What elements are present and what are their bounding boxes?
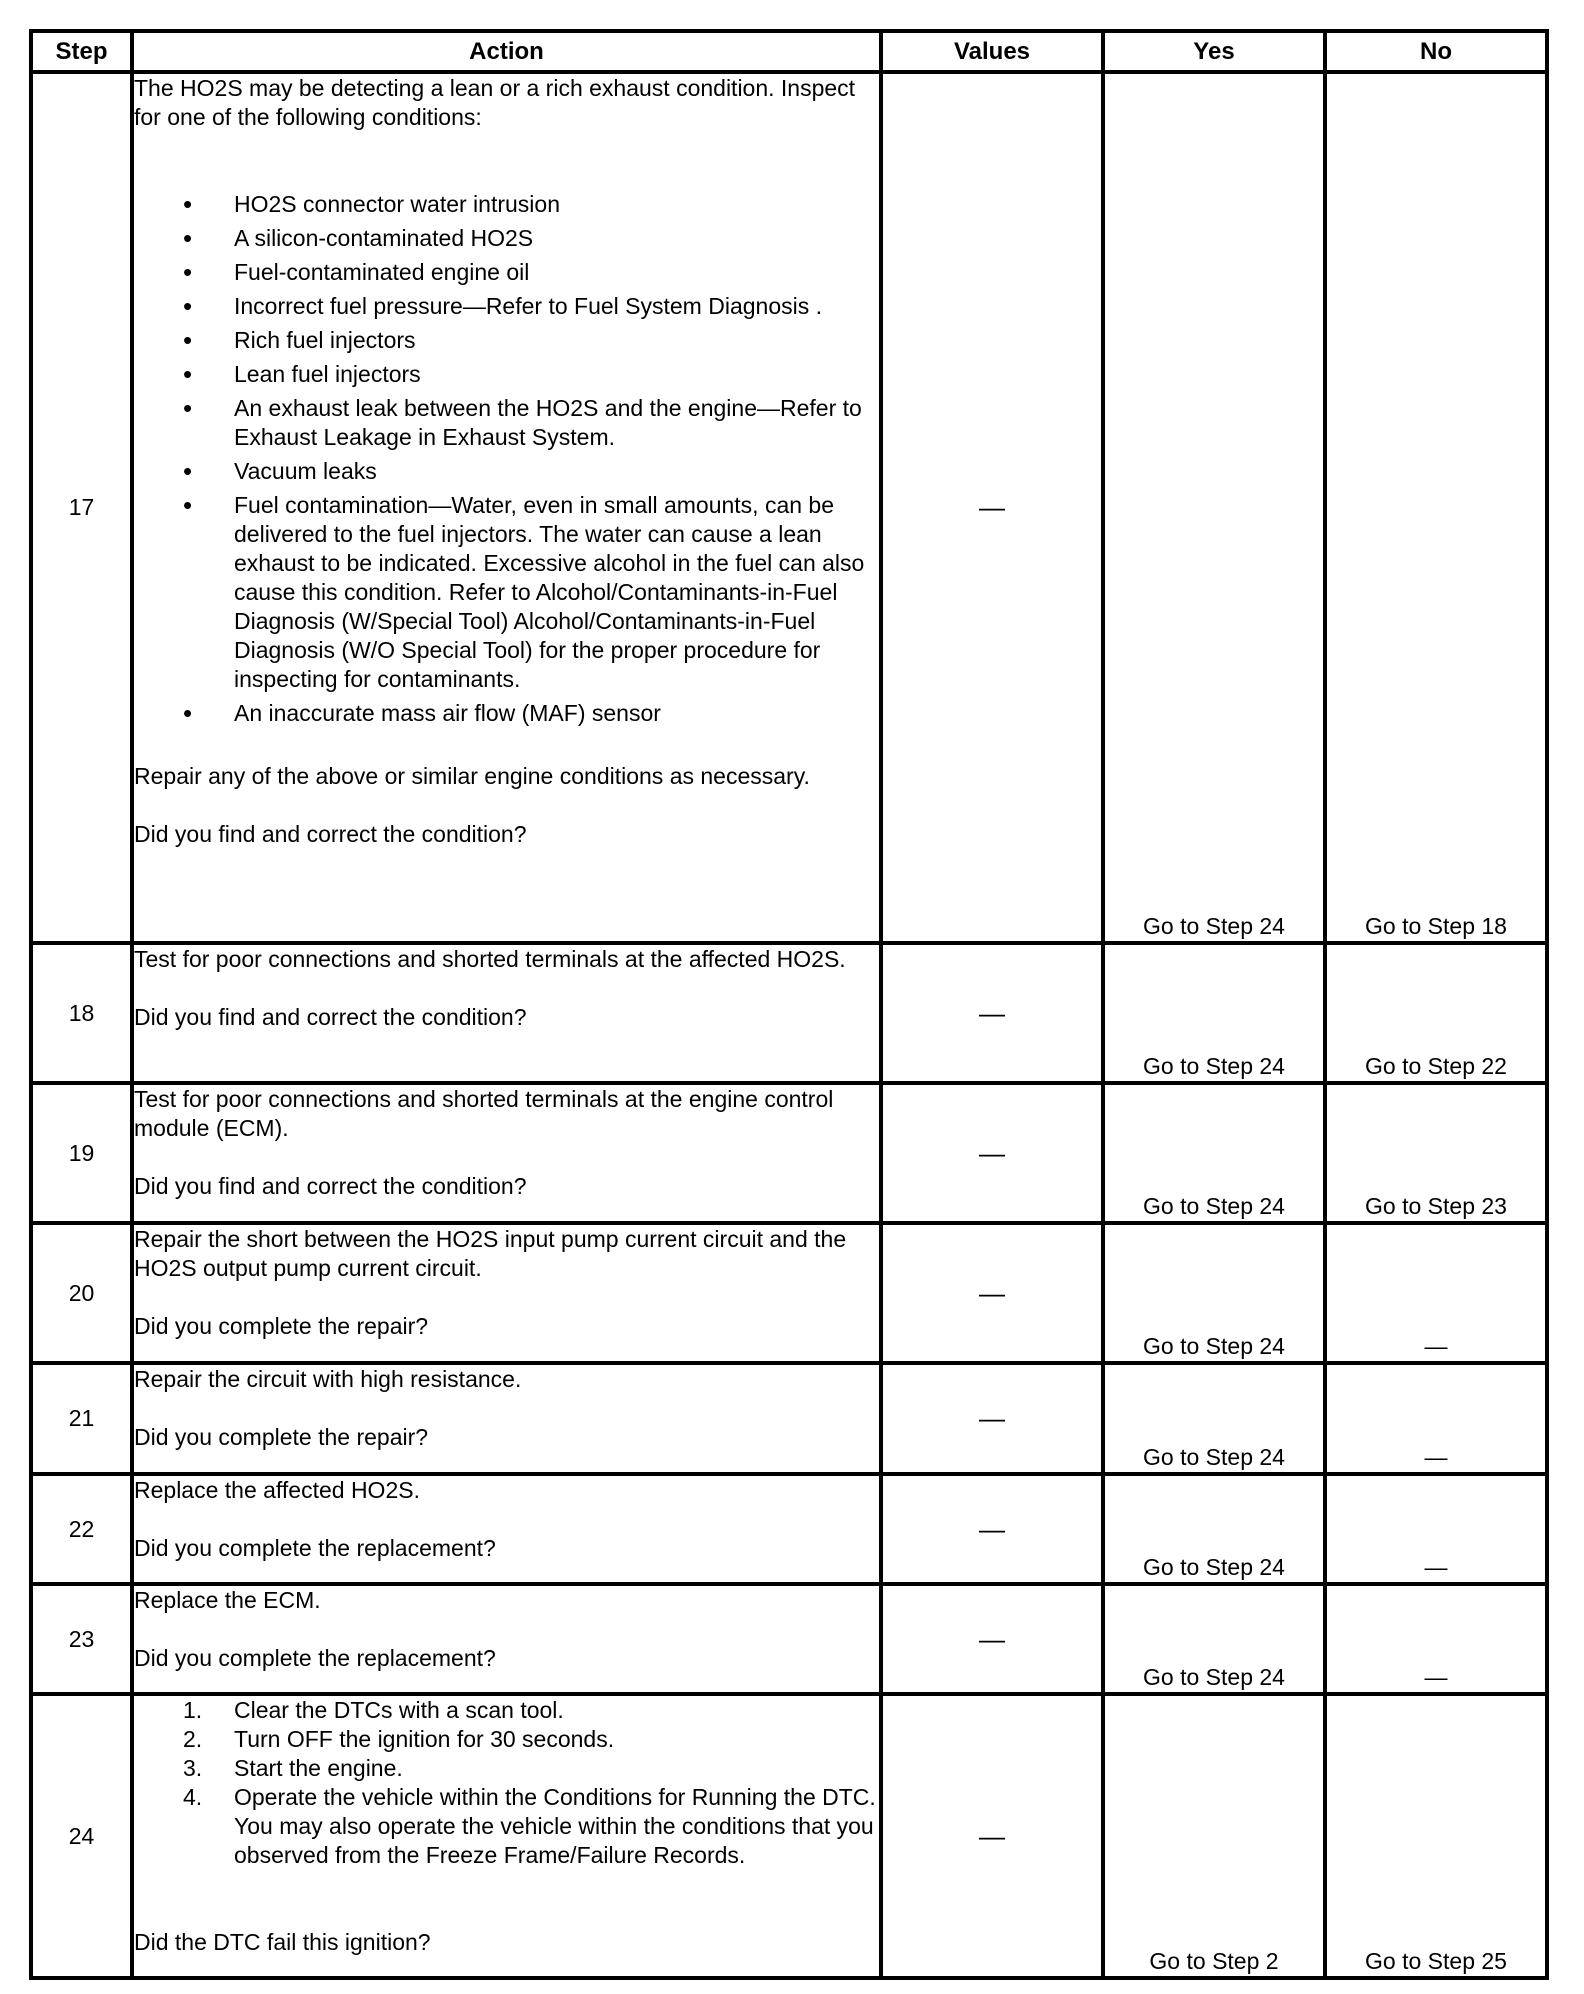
- list-text: Clear the DTCs with a scan tool.: [234, 1697, 564, 1723]
- list-item: • An inaccurate mass air flow (MAF) sensor: [134, 699, 879, 728]
- action-question: Did you complete the repair?: [134, 1313, 429, 1339]
- no-value: —: [1325, 1474, 1547, 1584]
- values-cell: —: [881, 1223, 1103, 1363]
- list-number: 2.: [183, 1726, 203, 1752]
- table-row: [31, 1694, 1547, 1978]
- table-header: [31, 31, 1547, 72]
- step-number: 22: [31, 1474, 132, 1584]
- list-item: [134, 1754, 879, 1783]
- action-cell: [132, 1363, 881, 1474]
- action-text: Replace the affected HO2S.: [134, 1477, 420, 1503]
- list-item: • An exhaust leak between the HO2S and the engine—Refer to Exhaust Leakage in Exhaust System.: [134, 394, 879, 452]
- action-cell: [132, 72, 881, 943]
- no-value: —: [1325, 1584, 1547, 1694]
- no-value: —: [1325, 1363, 1547, 1474]
- action-question: Did you complete the repair?: [134, 1424, 429, 1450]
- no-link[interactable]: Go to Step 25: [1325, 1694, 1547, 1978]
- list-item: • HO2S connector water intrusion: [134, 190, 879, 219]
- action-question: Did you find and correct the condition?: [134, 1004, 527, 1030]
- values-cell: —: [881, 1584, 1103, 1694]
- list-item: • Rich fuel injectors: [134, 326, 879, 355]
- list-item: • Lean fuel injectors: [134, 360, 879, 389]
- list-text: Turn OFF the ignition for 30 seconds.: [234, 1726, 615, 1752]
- no-link[interactable]: Go to Step 22: [1325, 943, 1547, 1083]
- yes-link[interactable]: Go to Step 24: [1103, 1223, 1325, 1363]
- header-values: Values: [881, 31, 1103, 72]
- values-cell: —: [881, 1083, 1103, 1223]
- action-cell: [132, 1223, 881, 1363]
- diagnostic-table: [29, 29, 1549, 1980]
- table-body: [31, 72, 1547, 1978]
- list-text: Operate the vehicle within the Conditions for Running the DTC. You may also operate the vehicle within the conditions that you observed from the Freeze Frame/Failure Records.: [234, 1784, 876, 1868]
- list-item: • A silicon-contaminated HO2S: [134, 224, 879, 253]
- values-cell: —: [881, 1694, 1103, 1978]
- yes-link[interactable]: Go to Step 24: [1103, 1083, 1325, 1223]
- list-number: 3.: [183, 1755, 203, 1781]
- yes-link[interactable]: Go to Step 2: [1103, 1694, 1325, 1978]
- action-text: Repair the circuit with high resistance.: [134, 1366, 522, 1392]
- header-action: Action: [132, 31, 881, 72]
- list-item: • Fuel-contaminated engine oil: [134, 258, 879, 287]
- yes-link[interactable]: Go to Step 24: [1103, 1584, 1325, 1694]
- header-yes: Yes: [1103, 31, 1325, 72]
- header-step: Step: [31, 31, 132, 72]
- step-number: 24: [31, 1694, 132, 1978]
- action-text: Repair the short between the HO2S input pump current circuit and the HO2S output pump current circuit.: [134, 1226, 847, 1281]
- list-item: • Fuel contamination—Water, even in small amounts, can be delivered to the fuel injectors. The water can cause a lean exhaust to be indicated. Excessive alcohol in the fuel can also cause this condition. Refer to Alcohol/Contaminants-in-Fuel Diagnosis (W/Special Tool) Alcohol/Contaminants-in-Fuel Diagnosis (W/O Special Tool) for the proper procedure for inspecting for contaminants.: [134, 491, 879, 694]
- action-question: Did you find and correct the condition?: [134, 1173, 527, 1199]
- table-row: [31, 1223, 1547, 1363]
- values-cell: —: [881, 943, 1103, 1083]
- action-cell: [132, 943, 881, 1083]
- list-text: Start the engine.: [234, 1755, 403, 1781]
- step-number: 23: [31, 1584, 132, 1694]
- action-question: Did you find and correct the condition?: [134, 821, 527, 847]
- list-item: • Incorrect fuel pressure—Refer to Fuel System Diagnosis .: [134, 292, 879, 321]
- step-number: 18: [31, 943, 132, 1083]
- list-number: 4.: [183, 1784, 203, 1810]
- step-number: 17: [31, 72, 132, 943]
- action-question: Did the DTC fail this ignition?: [134, 1929, 431, 1955]
- table-row: [31, 1584, 1547, 1694]
- action-text: Replace the ECM.: [134, 1587, 321, 1613]
- step-number: 20: [31, 1223, 132, 1363]
- action-intro: The HO2S may be detecting a lean or a rich exhaust condition. Inspect for one of the following conditions:: [134, 75, 856, 130]
- header-no: No: [1325, 31, 1547, 72]
- header-row: [31, 31, 1547, 72]
- no-link[interactable]: Go to Step 23: [1325, 1083, 1547, 1223]
- condition-list: [134, 190, 879, 728]
- list-item: • Vacuum leaks: [134, 457, 879, 486]
- step-number: 21: [31, 1363, 132, 1474]
- no-link[interactable]: Go to Step 18: [1325, 72, 1547, 943]
- table-row: [31, 1083, 1547, 1223]
- yes-link[interactable]: Go to Step 24: [1103, 1474, 1325, 1584]
- no-value: —: [1325, 1223, 1547, 1363]
- yes-link[interactable]: Go to Step 24: [1103, 1363, 1325, 1474]
- action-question: Did you complete the replacement?: [134, 1645, 496, 1671]
- action-cell: [132, 1083, 881, 1223]
- procedure-list: [134, 1696, 879, 1870]
- action-cell: [132, 1584, 881, 1694]
- action-text: Test for poor connections and shorted terminals at the affected HO2S.: [134, 946, 846, 972]
- action-text: Test for poor connections and shorted terminals at the engine control module (ECM).: [134, 1086, 834, 1141]
- action-repair-note: Repair any of the above or similar engine conditions as necessary.: [134, 763, 810, 789]
- yes-link[interactable]: Go to Step 24: [1103, 943, 1325, 1083]
- list-item: [134, 1783, 879, 1870]
- action-cell: [132, 1694, 881, 1978]
- values-cell: —: [881, 1474, 1103, 1584]
- action-question: Did you complete the replacement?: [134, 1535, 496, 1561]
- values-cell: —: [881, 72, 1103, 943]
- table-row: [31, 943, 1547, 1083]
- list-item: [134, 1696, 879, 1725]
- values-cell: —: [881, 1363, 1103, 1474]
- list-number: 1.: [183, 1697, 203, 1723]
- yes-link[interactable]: Go to Step 24: [1103, 72, 1325, 943]
- step-number: 19: [31, 1083, 132, 1223]
- action-cell: [132, 1474, 881, 1584]
- table-row: [31, 1363, 1547, 1474]
- list-item: [134, 1725, 879, 1754]
- table-row: [31, 1474, 1547, 1584]
- table-row: [31, 72, 1547, 943]
